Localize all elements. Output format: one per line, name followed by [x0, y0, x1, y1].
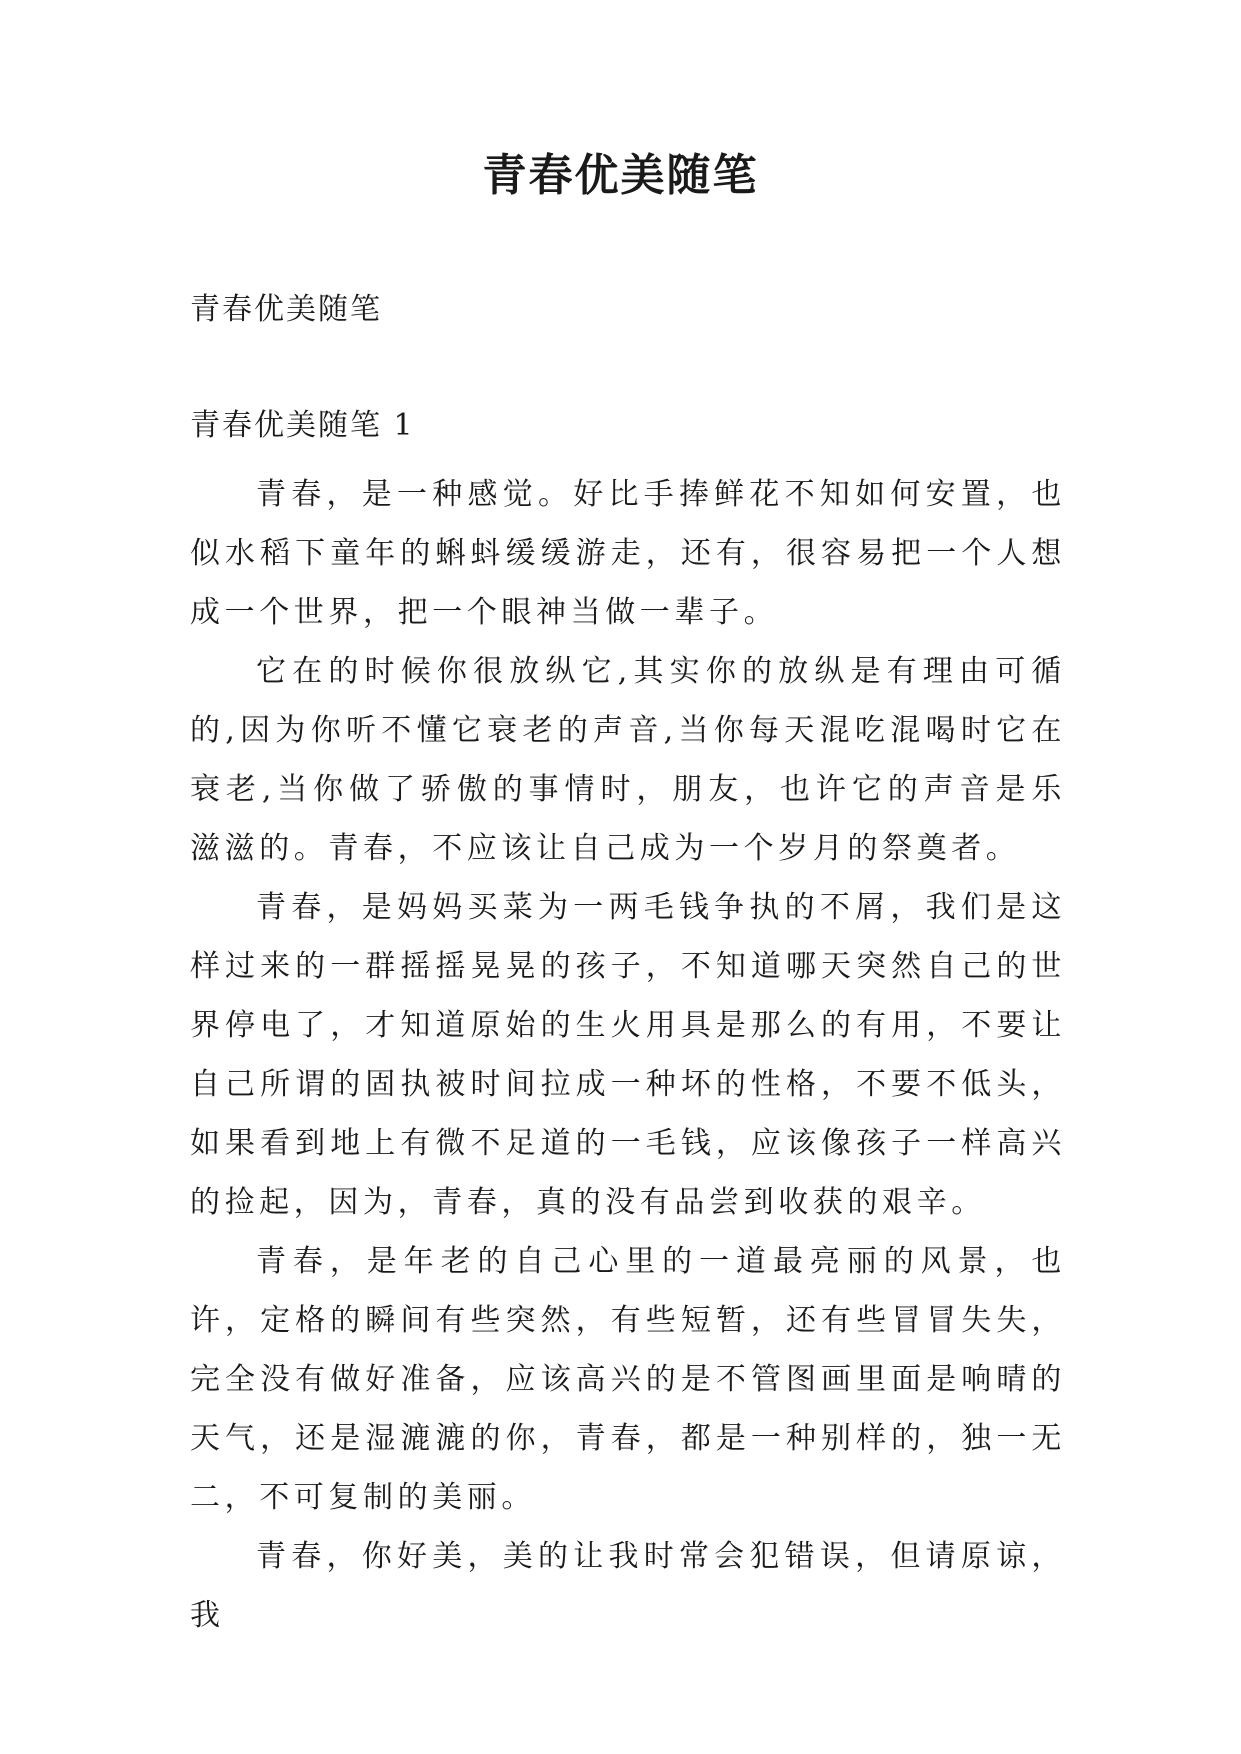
paragraph: 青春，是一种感觉。好比手捧鲜花不知如何安置，也似水稻下童年的蝌蚪缓缓游走，还有，很容易把一个人想成一个世界，把一个眼神当做一辈子。 [190, 477, 1066, 630]
paragraph: 青春，是妈妈买菜为一两毛钱争执的不屑，我们是这样过来的一群摇摇晃晃的孩子，不知道哪天突然自己的世界停电了，才知道原始的生火用具是那么的有用，不要让自己所谓的固执被时间拉成一种坏的性格，不要不低头，如果看到地上有微不足道的一毛钱，应该像孩子一样高兴的捡起，因为，青春，真的没有品尝到收获的艰辛。 [190, 890, 1066, 1220]
document-subtitle: 青春优美随笔 [190, 292, 382, 327]
body-text [190, 465, 1066, 1645]
paragraph: 青春，是年老的自己心里的一道最亮丽的风景，也许，定格的瞬间有些突然，有些短暂，还有些冒冒失失，完全没有做好准备，应该高兴的是不管图画里面是响晴的天气，还是湿漉漉的你，青春，都是一种别样的，独一无二，不可复制的美丽。 [190, 1244, 1066, 1515]
section-heading: 青春优美随笔 1 [190, 408, 415, 443]
document-title: 青春优美随笔 [482, 150, 759, 201]
paragraph: 它在的时候你很放纵它,其实你的放纵是有理由可循的,因为你听不懂它衰老的声音,当你每天混吃混喝时它在衰老,当你做了骄傲的事情时，朋友，也许它的声音是乐滋滋的。青春，不应该让自己成为一个岁月的祭奠者。 [190, 654, 1066, 866]
paragraph: 青春，你好美，美的让我时常会犯错误，但请原谅，我 [190, 1539, 1066, 1633]
